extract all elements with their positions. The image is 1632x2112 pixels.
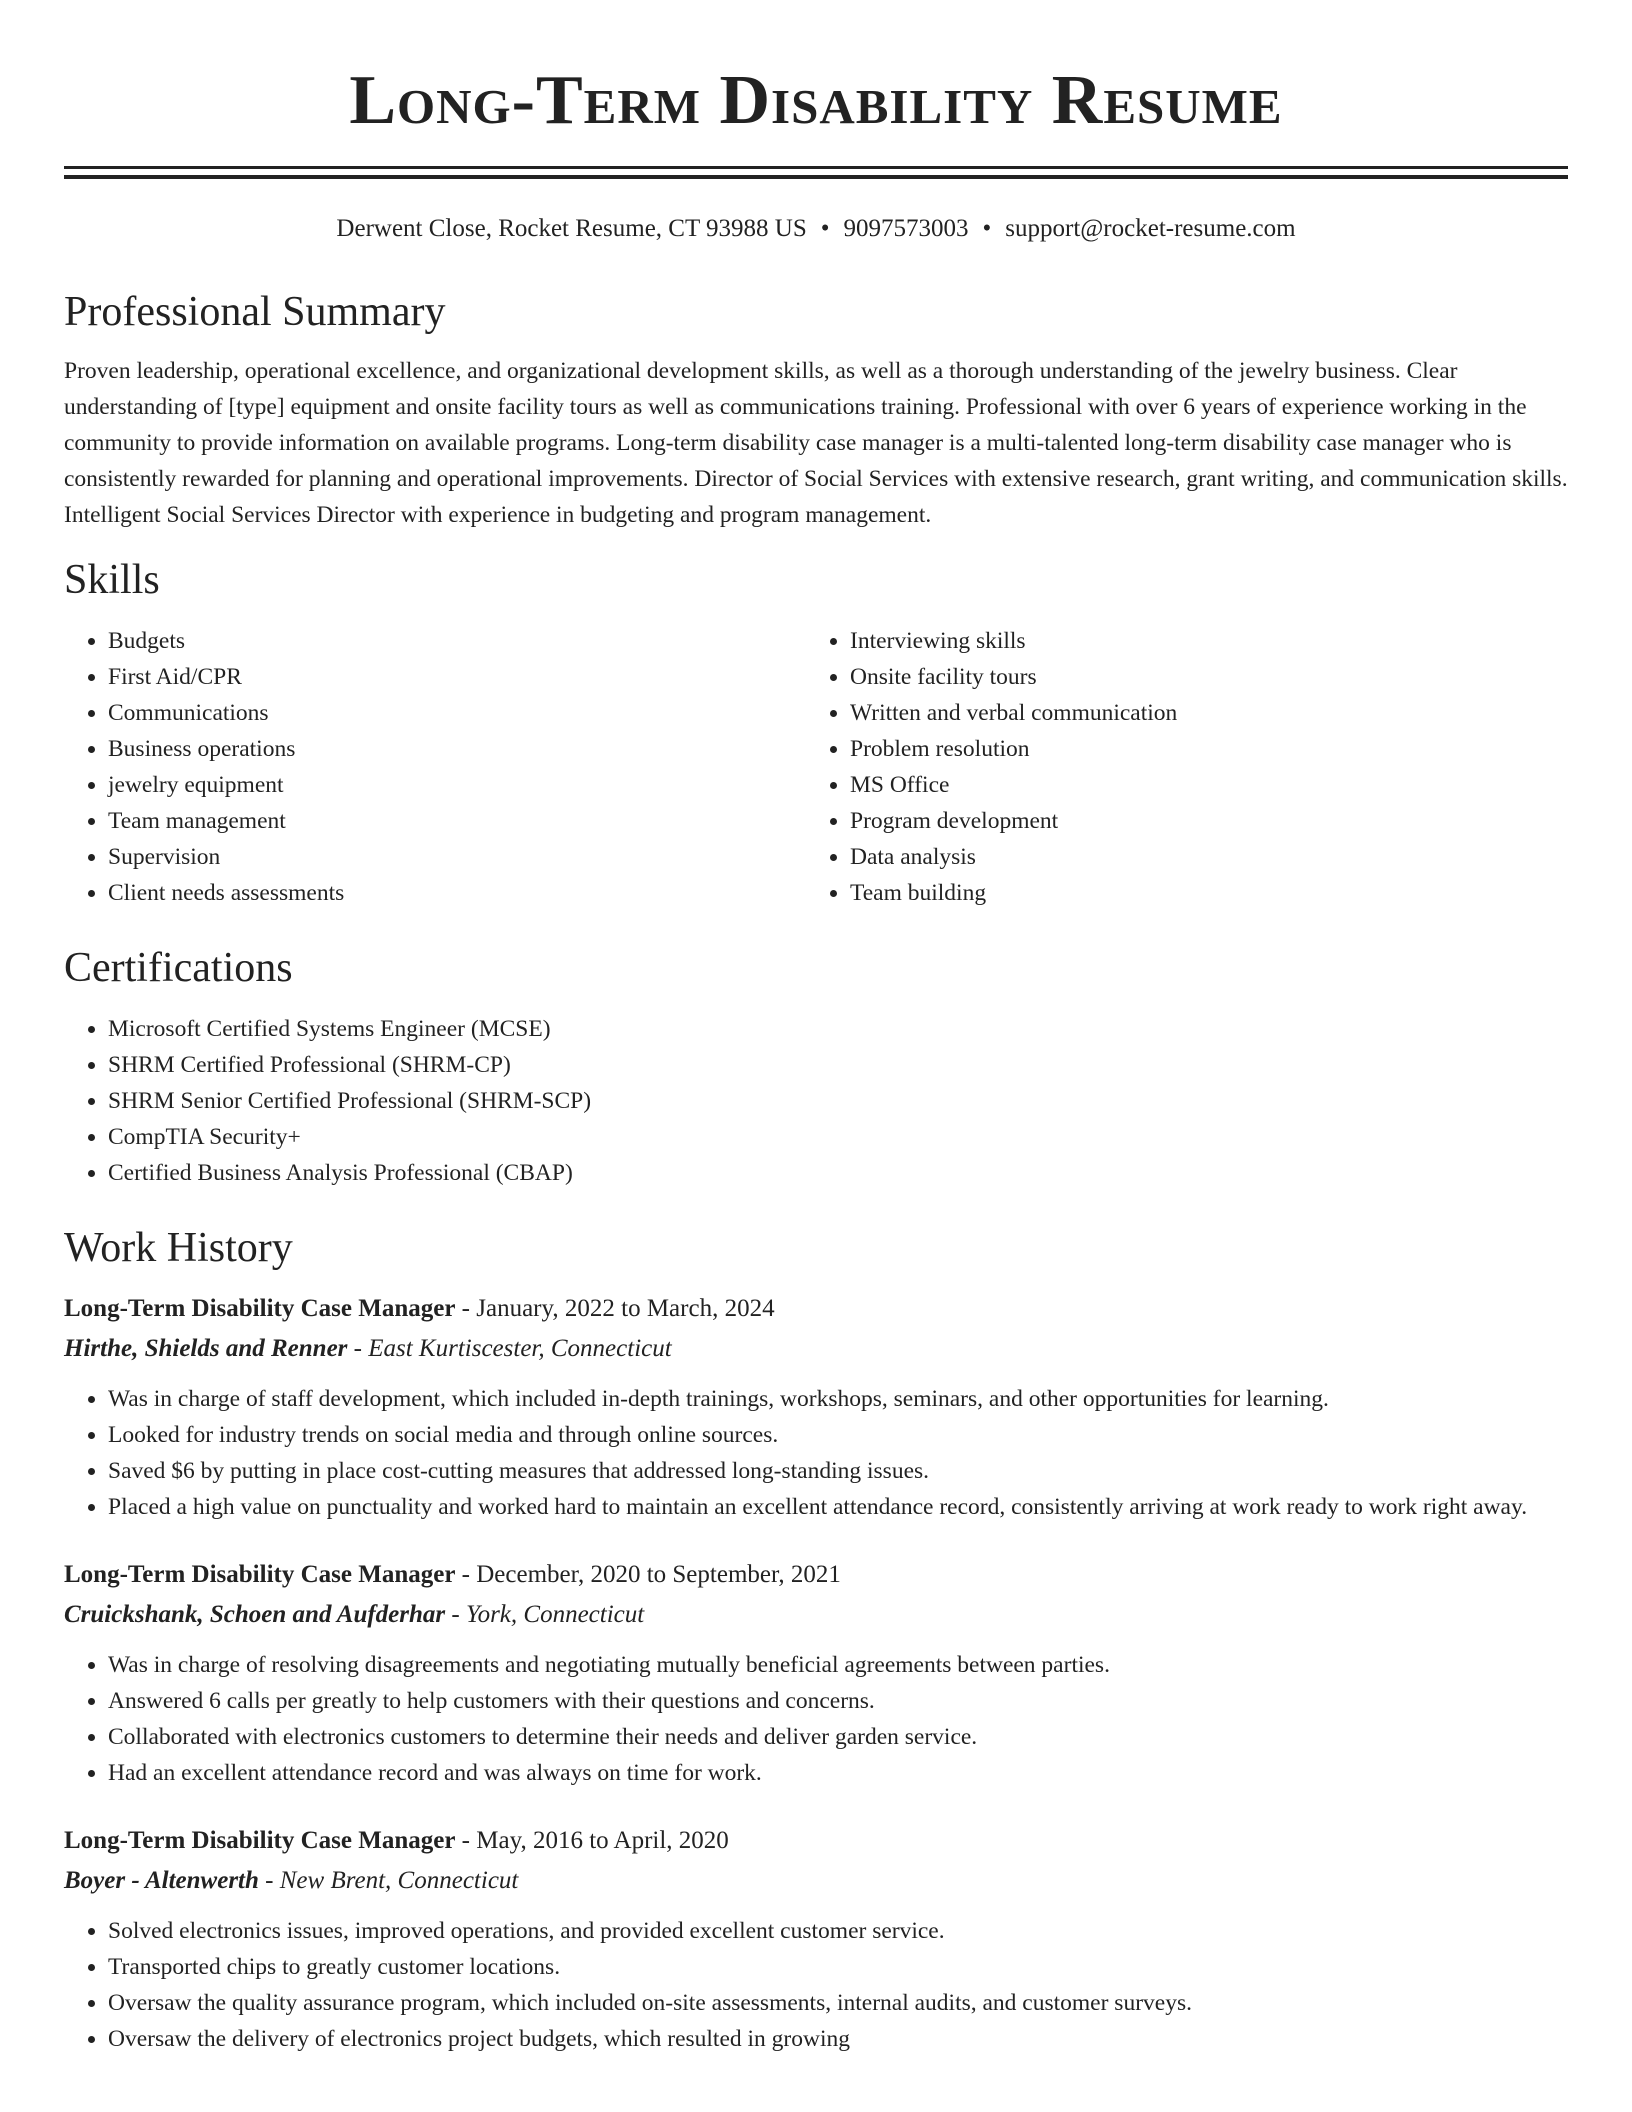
title-divider-top bbox=[64, 166, 1568, 169]
skill-item: • Budgets bbox=[108, 623, 806, 659]
job-role: Long-Term Disability Case Manager bbox=[64, 1827, 456, 1854]
job-duty-item: • Saved $6 by putting in place cost-cutting measures that addressed long-standing issues. bbox=[108, 1453, 1568, 1489]
job-entry bbox=[64, 1557, 1568, 1791]
work-history-heading: Work History bbox=[64, 1225, 293, 1271]
job-dates: May, 2016 to April, 2020 bbox=[476, 1827, 729, 1854]
job-duty-item: • Was in charge of staff development, which included in-depth trainings, workshops, seminars, and other opportunities for learning. bbox=[108, 1381, 1568, 1417]
job-employer: Cruickshank, Schoen and Aufderhar - York, Connecticut bbox=[64, 1601, 645, 1628]
skill-item: • jewelry equipment bbox=[108, 767, 806, 803]
summary-text: Proven leadership, operational excellence, and organizational development skills, as well as a thorough understanding of the jewelry business. Clear understanding of [type] equipment and onsite facility tours as well as communications training. Professional with over 6 years of experience working in the community to provide information on available programs. Long-term disability case manager is a multi-talented long-term disability case manager who is consistently rewarded for planning and operational improvements. Director of Social Services with extensive research, grant writing, and communication skills. Intelligent Social Services Director with experience in budgeting and program management. bbox=[64, 358, 1568, 528]
certification-item: • CompTIA Security+ bbox=[108, 1119, 1568, 1155]
job-role: Long-Term Disability Case Manager bbox=[64, 1295, 456, 1322]
contact-separator: • bbox=[982, 215, 992, 242]
job-duty-item: • Oversaw the quality assurance program, which included on-site assessments, internal audits, and customer surveys. bbox=[108, 1985, 1568, 2021]
job-duty-item: • Looked for industry trends on social media and through online sources. bbox=[108, 1417, 1568, 1453]
job-entry bbox=[64, 1823, 1568, 2057]
job-company: Boyer - Altenwerth bbox=[64, 1867, 259, 1894]
skills-list-left bbox=[64, 623, 806, 911]
skills-columns bbox=[64, 623, 1568, 911]
job-header: Long-Term Disability Case Manager - January, 2022 to March, 2024 bbox=[64, 1295, 775, 1322]
job-role: Long-Term Disability Case Manager bbox=[64, 1561, 456, 1588]
skills-column-left bbox=[64, 623, 806, 911]
skills-list-right bbox=[806, 623, 1548, 911]
certification-item: • SHRM Senior Certified Professional (SHRM-SCP) bbox=[108, 1083, 1568, 1119]
skills-heading: Skills bbox=[64, 557, 160, 603]
skill-item: • Team management bbox=[108, 803, 806, 839]
job-employer: Hirthe, Shields and Renner - East Kurtiscester, Connecticut bbox=[64, 1335, 672, 1362]
certification-item: • SHRM Certified Professional (SHRM-CP) bbox=[108, 1047, 1568, 1083]
job-duty-item: • Had an excellent attendance record and was always on time for work. bbox=[108, 1755, 1568, 1791]
job-entry bbox=[64, 1291, 1568, 1525]
skill-item: • Interviewing skills bbox=[850, 623, 1548, 659]
skill-item: • Written and verbal communication bbox=[850, 695, 1548, 731]
job-employer: Boyer - Altenwerth - New Brent, Connecticut bbox=[64, 1867, 519, 1894]
job-location: York, Connecticut bbox=[465, 1601, 645, 1628]
job-company: Hirthe, Shields and Renner bbox=[64, 1335, 348, 1362]
contact-separator: • bbox=[820, 215, 830, 242]
job-location: East Kurtiscester, Connecticut bbox=[368, 1335, 672, 1362]
resume-page bbox=[64, 0, 1568, 2057]
job-duty-item: • Placed a high value on punctuality and worked hard to maintain an excellent attendance record, consistently arriving at work ready to work right away. bbox=[108, 1489, 1568, 1525]
job-duties-list bbox=[64, 1647, 1568, 1791]
skill-item: • Supervision bbox=[108, 839, 806, 875]
certification-item: • Certified Business Analysis Professional (CBAP) bbox=[108, 1155, 1568, 1191]
title-divider-bottom bbox=[64, 175, 1568, 179]
certification-item: • Microsoft Certified Systems Engineer (MCSE) bbox=[108, 1011, 1568, 1047]
contact-email: support@rocket-resume.com bbox=[1005, 215, 1296, 242]
skill-item: • Team building bbox=[850, 875, 1548, 911]
skill-item: • Onsite facility tours bbox=[850, 659, 1548, 695]
job-dates: January, 2022 to March, 2024 bbox=[476, 1295, 775, 1322]
skill-item: • Data analysis bbox=[850, 839, 1548, 875]
job-header: Long-Term Disability Case Manager - December, 2020 to September, 2021 bbox=[64, 1561, 841, 1588]
certifications-heading: Certifications bbox=[64, 945, 293, 991]
skill-item: • Client needs assessments bbox=[108, 875, 806, 911]
job-header: Long-Term Disability Case Manager - May, 2016 to April, 2020 bbox=[64, 1827, 729, 1854]
skill-item: • Problem resolution bbox=[850, 731, 1548, 767]
skill-item: • Business operations bbox=[108, 731, 806, 767]
job-duty-item: • Oversaw the delivery of electronics project budgets, which resulted in growing bbox=[108, 2021, 1568, 2057]
job-duty-item: • Solved electronics issues, improved operations, and provided excellent customer service. bbox=[108, 1913, 1568, 1949]
skill-item: • Communications bbox=[108, 695, 806, 731]
skill-item: • First Aid/CPR bbox=[108, 659, 806, 695]
job-duties-list bbox=[64, 1913, 1568, 2057]
contact-line bbox=[64, 213, 1568, 245]
job-duty-item: • Was in charge of resolving disagreements and negotiating mutually beneficial agreements between parties. bbox=[108, 1647, 1568, 1683]
skill-item: • Program development bbox=[850, 803, 1548, 839]
job-company: Cruickshank, Schoen and Aufderhar bbox=[64, 1601, 446, 1628]
contact-phone: 9097573003 bbox=[843, 215, 969, 242]
job-location: New Brent, Connecticut bbox=[279, 1867, 519, 1894]
job-dates: December, 2020 to September, 2021 bbox=[476, 1561, 841, 1588]
job-duties-list bbox=[64, 1381, 1568, 1525]
job-duty-item: • Collaborated with electronics customers to determine their needs and deliver garden service. bbox=[108, 1719, 1568, 1755]
resume-title: Long-Term Disability Resume bbox=[349, 62, 1283, 139]
summary-heading: Professional Summary bbox=[64, 289, 446, 335]
contact-address: Derwent Close, Rocket Resume, CT 93988 US bbox=[336, 215, 807, 242]
certifications-list bbox=[64, 1011, 1568, 1191]
job-duty-item: • Answered 6 calls per greatly to help customers with their questions and concerns. bbox=[108, 1683, 1568, 1719]
skill-item: • MS Office bbox=[850, 767, 1548, 803]
skills-column-right bbox=[806, 623, 1548, 911]
job-duty-item: • Transported chips to greatly customer locations. bbox=[108, 1949, 1568, 1985]
